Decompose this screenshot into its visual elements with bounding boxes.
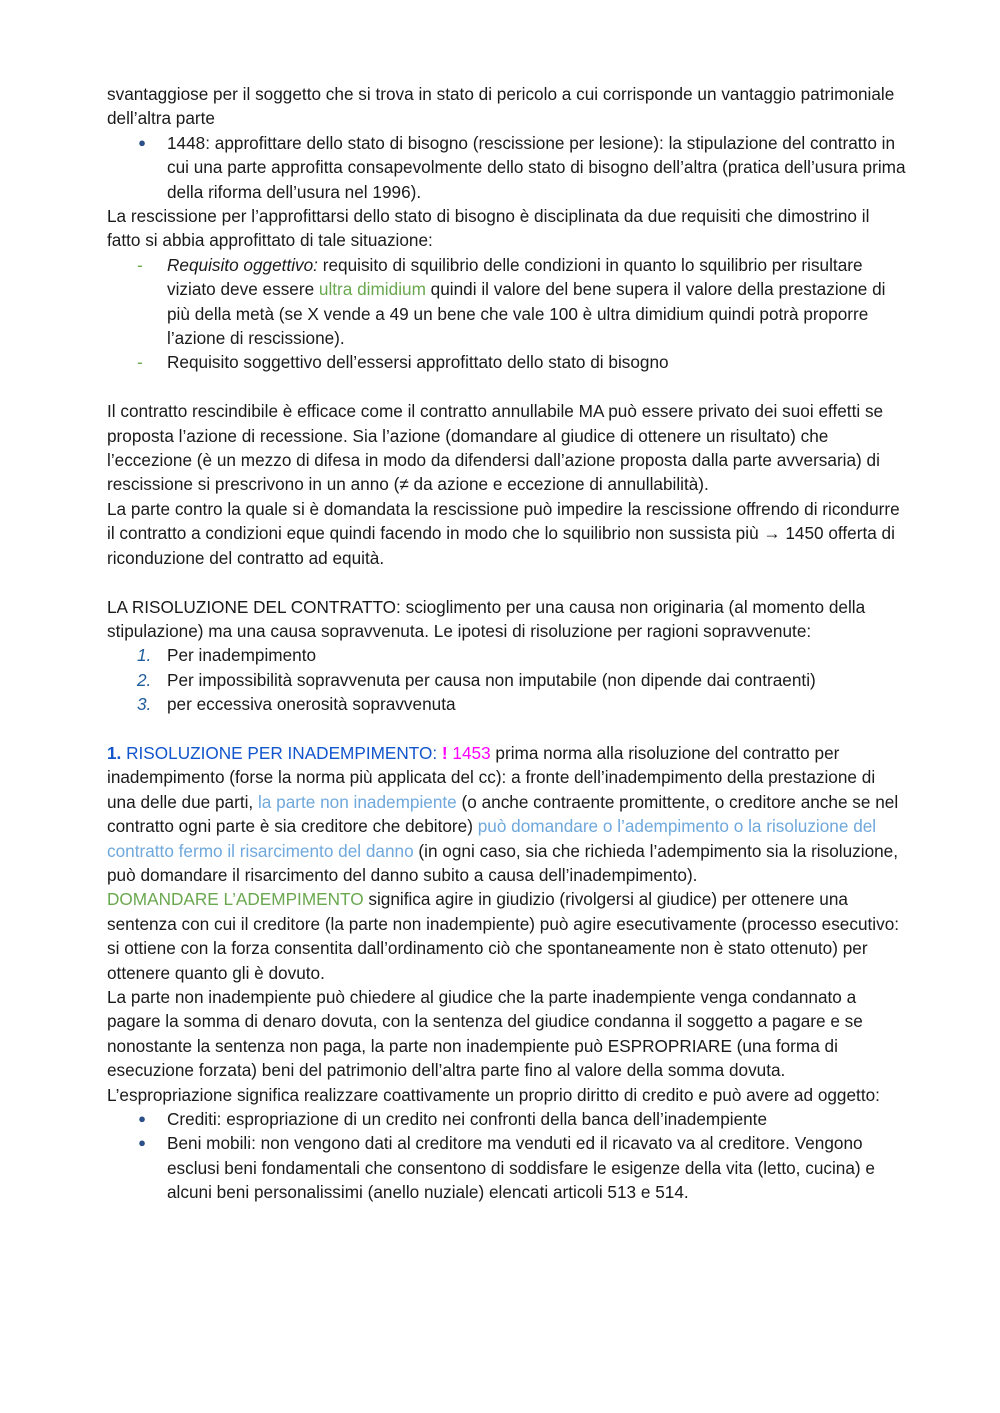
blank-line (107, 375, 907, 399)
section-paragraph (107, 741, 907, 887)
bullet-icon: ● (138, 1111, 146, 1127)
list-item-text: per eccessiva onerosità sopravvenuta (167, 694, 456, 715)
section-title: RISOLUZIONE PER INADEMPIMENTO: (121, 742, 442, 763)
section-number: 1. (107, 742, 122, 763)
paragraph (107, 887, 907, 985)
article-number: 1453 (447, 742, 491, 763)
list-item-text: Per impossibilità sopravvenuta per causa non imputabile (non dipende dai contraenti) (167, 669, 816, 690)
paragraph: svantaggiose per il soggetto che si trova in stato di pericolo a cui corrisponde un vantaggio patrimoniale dell’altra parte (107, 84, 895, 129)
dash-list (107, 253, 907, 375)
text-run: (o anche contraente promittente, o creditore anche se nel contratto ogni parte è sia creditore che debitore) (107, 791, 899, 837)
list-item (107, 1131, 907, 1204)
numbered-list (107, 643, 907, 716)
paragraph: LA RISOLUZIONE DEL CONTRATTO: scioglimento per una causa non originaria (al momento della stipulazione) ma una causa sopravvenuta. Le ipotesi di risoluzione per ragioni sopravvenute: (107, 596, 866, 641)
blank-line (107, 717, 907, 741)
list-item-text: Requisito soggettivo dell’essersi approfittato dello stato di bisogno (167, 352, 669, 373)
list-number: 2. (137, 669, 152, 690)
paragraph: La parte non inadempiente può chiedere al giudice che la parte inadempiente venga condannato a pagare la somma di denaro dovuta, con la sentenza del giudice condanna il soggetto a pagare e se nonostante la sentenza non paga, la parte non inadempiente può ESPROPRIARE (una forma di esecuzione forzata) beni del patrimonio dell’altra parte fino al valore della somma dovuta. L’espropriazione significa realizzare coattivamente un proprio diritto di credito e può avere ad oggetto: (107, 986, 880, 1105)
bullet-icon: ● (138, 1135, 146, 1151)
document-page (107, 82, 907, 1205)
text-run: quindi il valore del bene supera il valore della prestazione di più della metà (se X vende a 49 un bene che vale 100 è ultra dimidium quindi potrà proporre l’azione di rescissione). (167, 279, 886, 349)
bullet-list (107, 1107, 907, 1205)
requirement-label: Requisito oggettivo: (167, 254, 318, 275)
list-number: 3. (137, 694, 152, 715)
paragraph: Il contratto rescindibile è efficace come il contratto annullabile MA può essere privato dei suoi effetti se proposta l’azione di recessione. Sia l’azione (domandare al giudice di ottenere un risultato) che l’eccezione (è un mezzo di difesa in modo da difendersi dall’azione proposta dalla parte avversaria) di rescissione si prescrivono in un anno (≠ da azione e eccezione di annullabilità). (107, 401, 884, 495)
text-run: significa agire in giudizio (rivolgersi al giudice) per ottenere una sentenza con cui il creditore (la parte non inadempiente) può agire esecutivamente (processo esecutivo: si ottiene con la forza consentita dall’ordinamento ciò che spontaneamente non è stato ottenuto) per ottenere quanto gli è dovuto. (107, 889, 900, 983)
list-item-text: Per inadempimento (167, 645, 317, 666)
list-item (107, 131, 907, 204)
bullet-icon: ● (138, 134, 146, 150)
list-item (107, 668, 907, 692)
list-item (107, 350, 907, 374)
highlight-text: DOMANDARE L’ADEMPIMENTO (107, 889, 364, 910)
list-item (107, 1107, 907, 1131)
exclamation-mark: ! (441, 742, 448, 763)
text-run: prima norma alla risoluzione del contratto per inadempimento (forse la norma più applicata del cc): a fronte dell’inadempimento della prestazione di una delle due parti, (107, 742, 876, 812)
text-run: (in ogni caso, sia che richieda l’adempimento sia la risoluzione, può domandare il risarcimento del danno subito a causa dell’inadempimento). (107, 840, 899, 885)
dash-icon: - (137, 352, 143, 373)
paragraph: La parte contro la quale si è domandata la rescissione può impedire la rescissione offrendo di ricondurre il contratto a condizioni eque quindi facendo in modo che lo squilibrio non sussista più → 1450 offerta di riconduzione del contratto ad equità. (107, 498, 900, 568)
list-item-text: Beni mobili: non vengono dati al creditore ma venduti ed il ricavato va al creditore. Vengono esclusi beni fondamentali che consentono di soddisfare le esigenze della vita (letto, cucina) e alcuni beni personalissimi (anello nuziale) elencati articoli 513 e 514. (167, 1133, 875, 1203)
highlight-text: la parte non inadempiente (257, 791, 457, 812)
list-number: 1. (137, 645, 152, 666)
list-item (107, 692, 907, 716)
highlight-text: può domandare o l’adempimento o la risoluzione del contratto fermo il risarcimento del danno (107, 816, 877, 861)
list-item (107, 643, 907, 667)
highlight-text: ultra dimidium (318, 279, 426, 300)
list-item (107, 253, 907, 351)
paragraph: La rescissione per l’approfittarsi dello stato di bisogno è disciplinata da due requisiti che dimostrino il fatto si abbia approfittato di tale situazione: (107, 206, 870, 251)
text-run: requisito di squilibrio delle condizioni in quanto lo squilibrio per risultare viziato deve essere (167, 254, 863, 300)
bullet-list (107, 131, 907, 204)
list-item-text: Crediti: espropriazione di un credito nei confronti della banca dell’inadempiente (167, 1109, 768, 1130)
dash-icon: - (137, 254, 143, 275)
list-item-text: 1448: approfittare dello stato di bisogno (rescissione per lesione): la stipulazione del contratto in cui una parte approfitta consapevolmente dello stato di bisogno dell’altra (pratica dell’usura prima della riforma dell’usura nel 1996). (167, 132, 906, 202)
blank-line (107, 570, 907, 594)
